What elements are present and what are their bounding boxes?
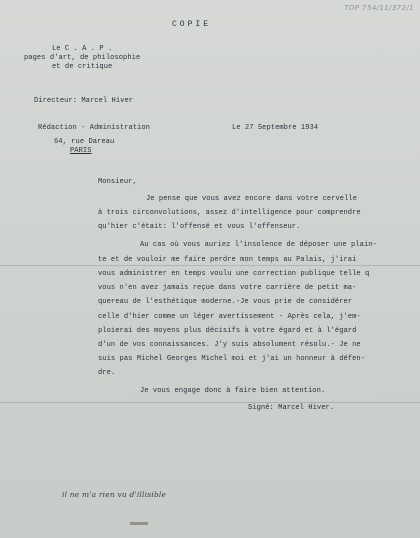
body-line: te et de vouloir me faire perdre mon temps au Palais, j'irai [98, 256, 357, 264]
body-line: qu'hier c'était: l'offensé et vous l'offenseur. [98, 223, 301, 231]
body-line: d'un de vos connaissances. J'y suis absolument résolu.- Je ne [98, 341, 361, 349]
closing-line: Je vous engage donc à faire bien attention. [140, 387, 326, 395]
body-line: dre. [98, 369, 116, 377]
body-line: vous administrer en temps voulu une correction publique telle q [98, 270, 370, 278]
copy-heading: COPIE [172, 20, 212, 29]
body-line: suis pas Michel Georges Michel moi et j'ai un honneur à défen- [98, 355, 366, 363]
body-line: Je pense que vous avez encore dans votre cervelle [146, 195, 358, 203]
city-line: PARIS [70, 147, 92, 155]
masthead-line-1: Le C . A . P . [52, 45, 113, 53]
archive-reference: TOP 754/11/372/1 [344, 4, 414, 12]
paper-fold-line [0, 265, 420, 266]
letter-date: Le 27 Septembre 1934 [232, 124, 319, 132]
body-line: vous n'en avez jamais reçue dans votre carrière de petit ma- [98, 284, 357, 292]
paper-fold-line [0, 402, 420, 403]
signature-line: Signé: Marcel Hiver. [248, 404, 335, 412]
body-line: à trois circonvolutions, assez d'intelligence pour comprendre [98, 209, 361, 217]
redaction-line: Rédaction - Administration [38, 124, 150, 132]
body-line: celle d'hier comme un léger avertissement - Après cela, j'em- [98, 313, 361, 321]
handwritten-note: il ne m'a rien vu d'illisible [62, 490, 167, 499]
body-line: Au cas où vous auriez l'insolence de déposer une plain- [140, 241, 377, 249]
director-line: Directeur: Marcel Hiver [34, 97, 134, 105]
masthead-line-3: et de critique [52, 63, 113, 71]
body-line: quereau de l'esthétique moderne.-Je vous prie de considérer [98, 298, 353, 306]
salutation: Monsieur, [98, 178, 137, 186]
ink-mark [130, 522, 148, 525]
address-line: 64, rue Dareau [54, 138, 115, 146]
masthead-line-2: pages d'art, de philosophie [24, 54, 141, 62]
body-line: ploierai des moyens plus décisifs à votre égard et à l'égard [98, 327, 357, 335]
